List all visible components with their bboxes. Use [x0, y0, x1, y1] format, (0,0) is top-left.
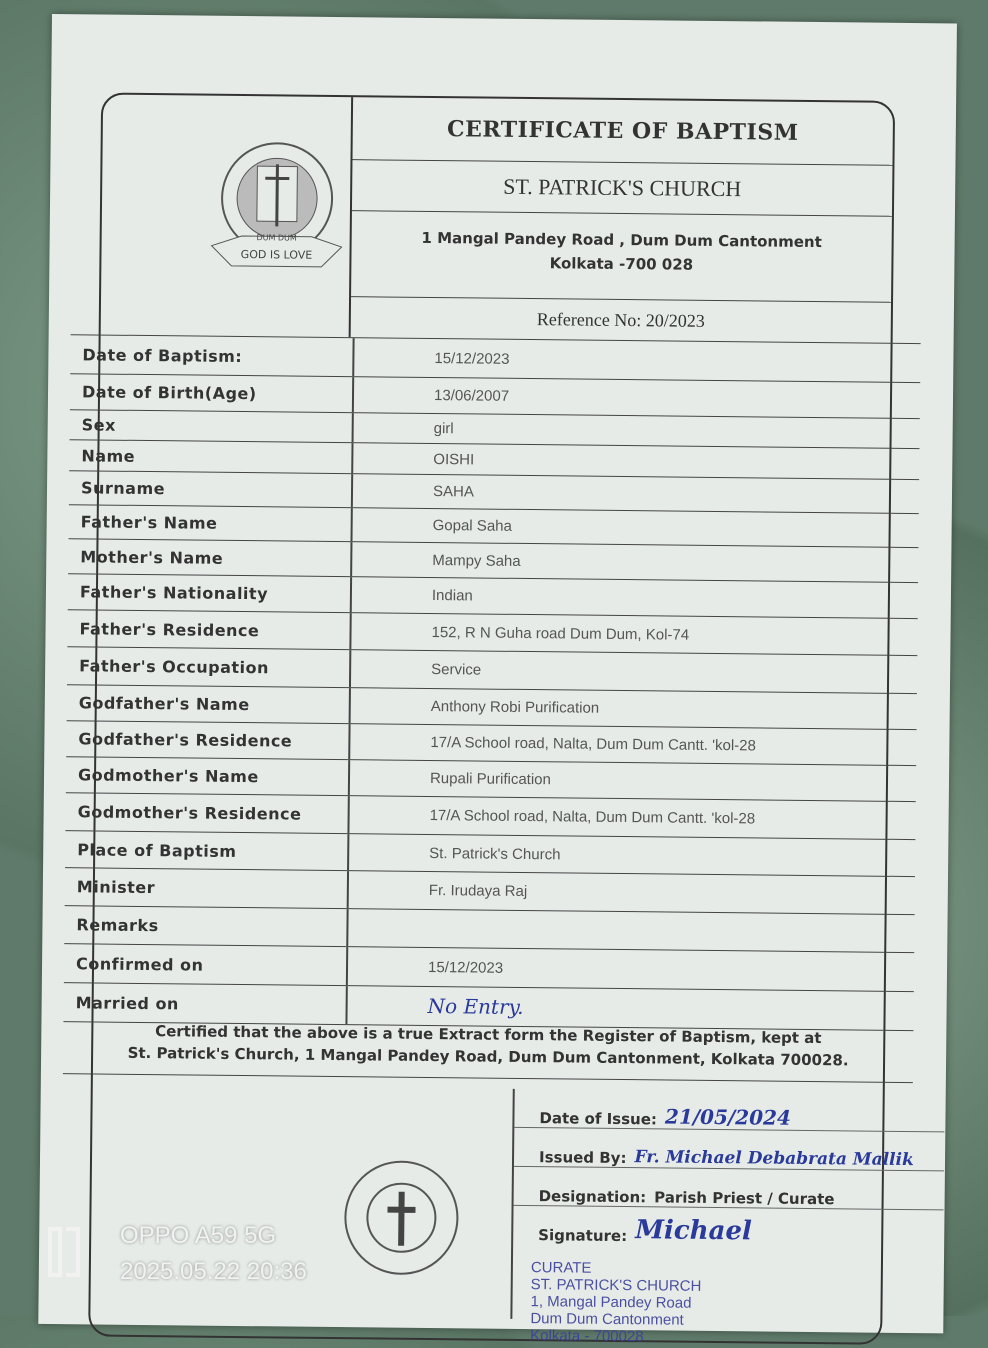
church-logo-icon: [201, 136, 353, 288]
field-label: Sex: [70, 410, 354, 442]
signature-label: Signature:: [538, 1226, 628, 1246]
field-label: Father's Occupation: [67, 647, 351, 687]
field-value: 152, R N Guha road Dum Dum, Kol-74: [431, 623, 690, 644]
field-value: SAHA: [432, 483, 474, 501]
church-name: ST. PATRICK'S CHURCH: [352, 160, 893, 217]
field-label: Date of Baptism:: [70, 335, 354, 376]
field-label: Date of Birth(Age): [70, 374, 354, 412]
curate-stamp-line: CURATE: [530, 1259, 592, 1277]
svg-text:GOD IS LOVE: GOD IS LOVE: [240, 247, 313, 262]
curate-stamp-line: Kolkata - 700028: [530, 1327, 644, 1346]
certificate-paper: [38, 14, 957, 1346]
field-value: Indian: [431, 587, 473, 605]
field-value: 17/A School road, Nalta, Dum Dum Cantt. 'kol-28: [430, 734, 756, 755]
field-label: Father's Name: [69, 505, 353, 541]
date-of-issue-value: 21/05/2024: [664, 1104, 792, 1130]
church-seal-icon: [341, 1157, 462, 1278]
date-of-issue-label: Date of Issue:: [539, 1109, 658, 1129]
field-value: 15/12/2023: [434, 349, 510, 368]
field-value: girl: [433, 420, 454, 438]
field-label: Name: [69, 440, 353, 473]
field-label: Godfather's Residence: [66, 721, 350, 759]
field-label: Minister: [65, 868, 349, 908]
field-label: Godfather's Name: [67, 685, 351, 723]
certification-line1: Certified that the above is a true Extract form the Register of Baptism, kept at: [155, 1022, 822, 1048]
field-value: 17/A School road, Nalta, Dum Dum Cantt. 'kol-28: [429, 806, 756, 828]
camera-watermark: [120, 1218, 307, 1290]
field-value: Anthony Robi Purification: [430, 698, 600, 717]
field-value: Rupali Purification: [429, 770, 552, 789]
address-line1: 1 Mangal Pandey Road , Dum Dum Cantonment: [421, 228, 822, 252]
field-value: Service: [431, 661, 482, 679]
certification-statement: [63, 1009, 914, 1083]
designation-label: Designation:: [538, 1187, 647, 1207]
field-label: Father's Residence: [67, 610, 351, 649]
baptism-details-table: [63, 334, 920, 1031]
designation: [514, 1167, 944, 1211]
curate-stamp-line: ST. PATRICK'S CHURCH: [530, 1276, 702, 1295]
field-value: [348, 909, 914, 952]
field-value: OISHI: [433, 450, 475, 468]
field-label: Godmother's Residence: [65, 793, 349, 833]
field-value: No Entry.: [427, 993, 524, 1019]
field-label: Father's Nationality: [68, 574, 352, 612]
field-value: Mampy Saha: [432, 551, 521, 570]
field-label: Confirmed on: [64, 944, 348, 985]
church-address: [351, 211, 892, 303]
field-value: Gopal Saha: [432, 517, 512, 535]
curate-stamp: [530, 1259, 702, 1346]
field-label: Place of Baptism: [65, 831, 349, 870]
address-line2: Kolkata -700 028: [549, 254, 694, 274]
field-label: Mother's Name: [68, 539, 352, 576]
reference-number: Reference No: 20/2023: [536, 309, 705, 331]
camera-watermark-icon: [46, 1225, 82, 1279]
certificate-header: [349, 97, 893, 343]
issued-by: [514, 1128, 944, 1172]
field-label: Godmother's Name: [66, 757, 350, 795]
certificate-frame: [75, 93, 914, 1346]
designation-value: Parish Priest / Curate: [654, 1188, 835, 1209]
curate-stamp-line: Dum Dum Cantonment: [530, 1310, 684, 1329]
field-label: Remarks: [64, 906, 348, 946]
certification-line2: St. Patrick's Church, 1 Mangal Pandey Road, Dum Dum Cantonment, Kolkata 700028.: [127, 1043, 849, 1070]
curate-stamp-line: 1, Mangal Pandey Road: [530, 1293, 692, 1312]
issued-by-label: Issued By:: [538, 1148, 627, 1168]
field-value: 15/12/2023: [427, 958, 504, 977]
date-of-issue: [514, 1089, 944, 1133]
field-value: 13/06/2007: [433, 387, 510, 405]
certificate-title: CERTIFICATE OF BAPTISM: [352, 97, 893, 166]
field-label: Surname: [69, 471, 353, 507]
field-value: St. Patrick's Church: [429, 844, 561, 863]
signature: [513, 1206, 943, 1249]
field-value: Fr. Irudaya Raj: [428, 881, 528, 901]
issued-by-value: Fr. Michael Debabrata Mallik: [634, 1147, 914, 1171]
watermark-datetime: 2025.05.22 20:36: [120, 1258, 307, 1285]
field-label: Married on: [63, 983, 347, 1024]
signature-value: Michael: [635, 1215, 753, 1247]
svg-text:DUM DUM: DUM DUM: [256, 233, 297, 243]
watermark-device: OPPO A59 5G: [120, 1222, 277, 1249]
